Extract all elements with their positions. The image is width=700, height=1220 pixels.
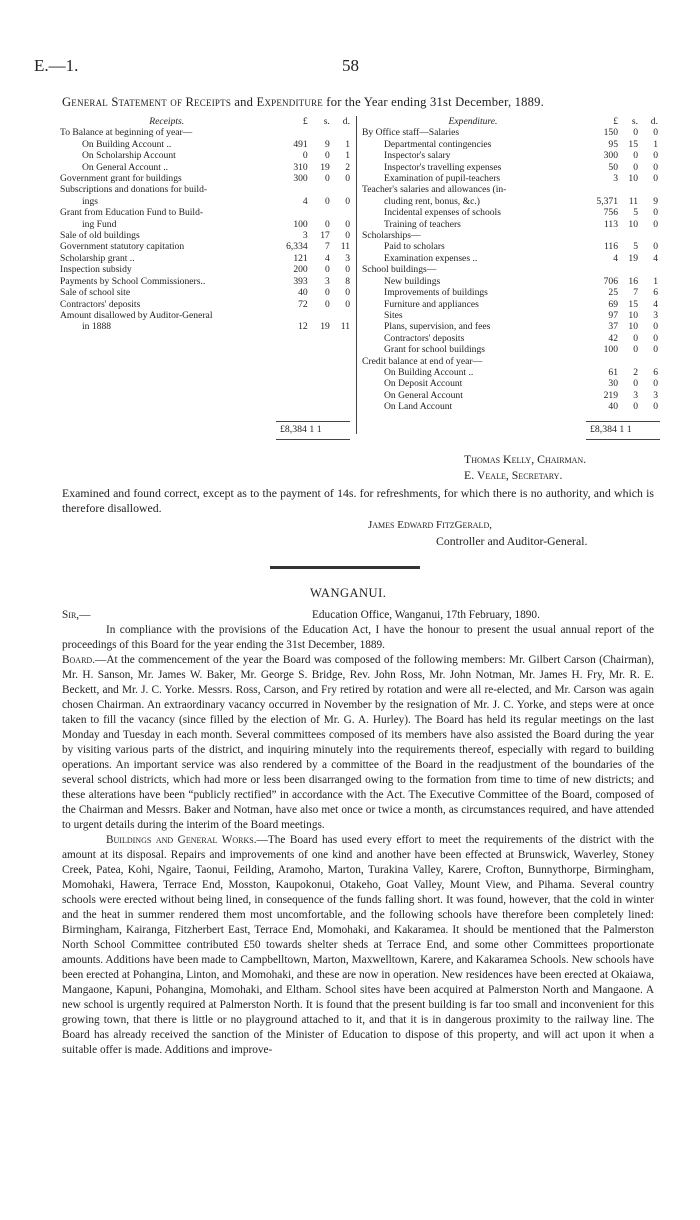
receipts-total: £8,384 1 1 bbox=[280, 424, 322, 435]
receipts-row-shillings: 0 bbox=[325, 298, 330, 310]
letter-address: Education Office, Wanganui, 17th February, 1890. bbox=[312, 609, 540, 621]
expenditure-row-pounds: 50 bbox=[608, 161, 618, 173]
receipts-row-pence: 11 bbox=[340, 321, 350, 333]
receipts-row-label: Scholarship grant .. bbox=[60, 252, 135, 264]
receipts-row-pence: 0 bbox=[345, 298, 350, 310]
expenditure-row-label: Credit balance at end of year— bbox=[362, 355, 483, 367]
expenditure-row-pence: 0 bbox=[653, 161, 658, 173]
receipts-row-pence: 0 bbox=[345, 195, 350, 207]
expenditure-row bbox=[362, 344, 658, 355]
receipts-row bbox=[60, 264, 350, 275]
expenditure-row-label: On Building Account .. bbox=[384, 366, 474, 378]
expenditure-row-pence bbox=[638, 356, 658, 367]
expenditure-row-label: School buildings— bbox=[362, 264, 437, 276]
expenditure-row-pence: 0 bbox=[653, 207, 658, 219]
receipts-row bbox=[60, 276, 350, 287]
expenditure-row-pence: 0 bbox=[653, 173, 658, 185]
expenditure-row-pence: 9 bbox=[653, 195, 658, 207]
expenditure-row-shillings bbox=[618, 264, 638, 275]
expenditure-row-label: Examination of pupil-teachers bbox=[384, 173, 501, 185]
expenditure-row-pounds: 40 bbox=[608, 401, 618, 413]
expenditure-row-shillings: 0 bbox=[633, 127, 638, 139]
expenditure-row-label: Plans, supervision, and fees bbox=[384, 321, 491, 333]
expenditure-col-pounds: £ bbox=[613, 116, 618, 127]
works-paragraph bbox=[62, 833, 654, 1058]
receipts-row-pounds: 121 bbox=[293, 252, 308, 264]
expenditure-row bbox=[362, 264, 658, 275]
receipts-row-shillings: 0 bbox=[325, 287, 330, 299]
expenditure-row bbox=[362, 127, 658, 138]
receipts-row-label: Grant from Education Fund to Build- bbox=[60, 207, 204, 219]
expenditure-row bbox=[362, 401, 658, 412]
expenditure-row-shillings bbox=[618, 230, 638, 241]
receipts-row bbox=[60, 139, 350, 150]
expenditure-row-pence: 4 bbox=[653, 252, 658, 264]
expenditure-row-pounds: 100 bbox=[603, 344, 618, 356]
receipts-row-label: On General Account .. bbox=[82, 161, 169, 173]
expenditure-row bbox=[362, 150, 658, 161]
expenditure-row-pounds bbox=[584, 264, 618, 275]
expenditure-table bbox=[362, 116, 658, 413]
receipts-row-pounds bbox=[273, 127, 307, 138]
expenditure-row bbox=[362, 367, 658, 378]
expenditure-row-pence: 4 bbox=[653, 298, 658, 310]
receipts-row-pounds: 310 bbox=[293, 161, 308, 173]
expenditure-row bbox=[362, 230, 658, 241]
receipts-row-label: Amount disallowed by Auditor-General bbox=[60, 309, 213, 321]
receipts-row-label: Inspection subsidy bbox=[60, 264, 132, 276]
expenditure-heading: Expenditure. bbox=[448, 116, 498, 127]
receipts-row-shillings: 3 bbox=[325, 275, 330, 287]
receipts-row-label: Sale of old buildings bbox=[60, 230, 140, 242]
expenditure-row-shillings: 0 bbox=[633, 161, 638, 173]
expenditure-row-pounds: 5,371 bbox=[596, 195, 618, 207]
receipts-row-pounds: 12 bbox=[298, 321, 308, 333]
expenditure-row-pence: 0 bbox=[653, 344, 658, 356]
receipts-row-pounds bbox=[273, 184, 307, 195]
expenditure-row-shillings: 5 bbox=[633, 207, 638, 219]
receipts-row-label: On Scholarship Account bbox=[82, 150, 176, 162]
receipts-row-pence: 1 bbox=[345, 150, 350, 162]
expenditure-row-pence bbox=[638, 184, 658, 195]
receipts-heading: Receipts. bbox=[149, 116, 185, 127]
expenditure-row bbox=[362, 162, 658, 173]
expenditure-row-shillings: 2 bbox=[633, 366, 638, 378]
expenditure-row-shillings: 10 bbox=[628, 321, 638, 333]
expenditure-row-shillings: 3 bbox=[633, 389, 638, 401]
board-heading: Board. bbox=[62, 654, 96, 666]
receipts-row-label: Government statutory capitation bbox=[60, 241, 185, 253]
expenditure-row-pounds: 42 bbox=[608, 332, 618, 344]
receipts-row-pounds: 491 bbox=[293, 138, 308, 150]
expenditure-row-pounds: 97 bbox=[608, 309, 618, 321]
receipts-row-shillings: 0 bbox=[325, 150, 330, 162]
expenditure-row-pence: 3 bbox=[653, 309, 658, 321]
receipts-row bbox=[60, 253, 350, 264]
expenditure-row-pence: 0 bbox=[653, 241, 658, 253]
receipts-row bbox=[60, 196, 350, 207]
title-part-1: General Statement of Receipts bbox=[62, 95, 232, 109]
receipts-row-shillings: 9 bbox=[325, 138, 330, 150]
expenditure-row-pounds: 61 bbox=[608, 366, 618, 378]
expenditure-row-shillings: 16 bbox=[628, 275, 638, 287]
expenditure-row-label: On Deposit Account bbox=[384, 378, 463, 390]
receipts-row-pounds: 3 bbox=[302, 230, 308, 242]
expenditure-row-pence: 1 bbox=[653, 275, 658, 287]
expenditure-row bbox=[362, 390, 658, 401]
expenditure-row-pence bbox=[638, 264, 658, 275]
receipts-row bbox=[60, 150, 350, 161]
expenditure-row-label: Inspector's travelling expenses bbox=[384, 161, 502, 173]
expenditure-row-label: Improvements of buildings bbox=[384, 287, 488, 299]
receipts-row-pence: 2 bbox=[345, 161, 350, 173]
expenditure-row-pounds: 25 bbox=[608, 287, 618, 299]
receipts-row-shillings: 0 bbox=[325, 195, 330, 207]
receipts-row bbox=[60, 162, 350, 173]
expenditure-row-pounds: 3 bbox=[613, 173, 618, 185]
column-divider bbox=[356, 116, 357, 434]
expenditure-row-label: By Office staff—Salaries bbox=[362, 127, 460, 139]
expenditure-row-label: Paid to scholars bbox=[384, 241, 445, 253]
receipts-row bbox=[60, 241, 350, 252]
expenditure-row-pounds bbox=[584, 184, 618, 195]
expenditure-row-pence bbox=[638, 230, 658, 241]
expenditure-row-pence: 0 bbox=[653, 401, 658, 413]
receipts-row-pence: 3 bbox=[345, 252, 350, 264]
letter-salutation-line bbox=[62, 608, 654, 623]
expenditure-row-shillings: 15 bbox=[628, 138, 638, 150]
expenditure-row-shillings: 7 bbox=[633, 287, 638, 299]
receipts-row-pounds: 300 bbox=[293, 173, 308, 185]
receipts-row-pence: 1 bbox=[345, 138, 350, 150]
expenditure-row bbox=[362, 333, 658, 344]
receipts-row-pounds: 72 bbox=[298, 298, 308, 310]
receipts-row-pence bbox=[330, 207, 350, 218]
receipts-row bbox=[60, 173, 350, 184]
receipts-row-shillings: 0 bbox=[325, 218, 330, 230]
expenditure-total-rule-bottom bbox=[586, 439, 660, 440]
expenditure-row-pence: 0 bbox=[653, 378, 658, 390]
expenditure-row bbox=[362, 378, 658, 389]
expenditure-row bbox=[362, 253, 658, 264]
salutation: Sir,— bbox=[62, 609, 91, 621]
expenditure-row-pence: 3 bbox=[653, 389, 658, 401]
receipts-row-shillings: 0 bbox=[325, 264, 330, 276]
receipts-row-pence: 8 bbox=[345, 275, 350, 287]
expenditure-row-label: Furniture and appliances bbox=[384, 298, 479, 310]
receipts-row-label: To Balance at beginning of year— bbox=[60, 127, 193, 139]
receipts-col-pence: d. bbox=[342, 116, 350, 127]
expenditure-row-label: Teacher's salaries and allowances (in- bbox=[362, 184, 507, 196]
receipts-table bbox=[60, 116, 350, 333]
expenditure-row-shillings: 10 bbox=[628, 218, 638, 230]
works-heading: Buildings and General Works. bbox=[106, 834, 257, 846]
receipts-row-shillings: 19 bbox=[320, 321, 330, 333]
receipts-row-label: in 1888 bbox=[82, 321, 112, 333]
expenditure-row-shillings: 15 bbox=[628, 298, 638, 310]
expenditure-row bbox=[362, 173, 658, 184]
expenditure-total-rule-top bbox=[586, 421, 660, 422]
board-text: —At the commencement of the year the Board was composed of the following members: Mr. Gilbert Carson (Chairman), Mr. H. Sanson, Mr. James W. Baker, Mr. George S. Bridge, Rev. John Ross, Mr. John Notman, Mr. James H. Fry, Mr. R. E. Beckett, and Mr. J. C. Yorke. Messrs. Ross, Carson, and Fry retired by rotation and were all re-elected, and Mr. Carson was again chosen Chairman. An extraordinary vacancy occurred in November by the resignation of Mr. J. C. Yorke, and steps were at once taken to fill the vacancy (since filled by the election of Mr. G. A. Hurley). The Board has held its regular meetings on the last Monday and Tuesday in each month. Several committees composed of its members have also assisted the Board during the year by visiting various parts of the district, and inquiring minutely into the requirements thereof, especially with regard to building operations. An important service was also rendered by a committee of the Board in the readjustment of the boundaries of the several school districts, which had more or less been disarranged owing to the formation from time to time of new districts; and these alterations have been “publicly rectified” in accordance with the Act. The Executive Committee of the Board, composed of the Chairman and Messrs. Baker and Notman, have also met once or twice a month, as circumstances required, and have attended to urgent details during the interim of the Board meetings. bbox=[62, 654, 654, 831]
expenditure-row-pence: 0 bbox=[653, 332, 658, 344]
expenditure-row-label: Incidental expenses of schools bbox=[384, 207, 501, 219]
expenditure-row bbox=[362, 184, 658, 195]
receipts-row-pence: 0 bbox=[345, 218, 350, 230]
expenditure-row-shillings bbox=[618, 356, 638, 367]
receipts-row-shillings bbox=[308, 310, 330, 321]
receipts-row-pounds: 100 bbox=[293, 218, 308, 230]
receipts-row-shillings: 4 bbox=[325, 252, 330, 264]
expenditure-row-pounds bbox=[584, 356, 618, 367]
expenditure-row-pounds: 69 bbox=[608, 298, 618, 310]
expenditure-row-pence: 0 bbox=[653, 218, 658, 230]
expenditure-row-shillings: 19 bbox=[628, 252, 638, 264]
expenditure-row bbox=[362, 356, 658, 367]
receipts-row-pounds: 6,334 bbox=[286, 241, 308, 253]
expenditure-row-label: cluding rent, bonus, &c.) bbox=[384, 195, 480, 207]
receipts-row-shillings: 19 bbox=[320, 161, 330, 173]
expenditure-row-pounds: 300 bbox=[603, 150, 618, 162]
expenditure-row bbox=[362, 287, 658, 298]
auditor-title: Controller and Auditor-General. bbox=[436, 534, 588, 548]
receipts-row-pounds: 200 bbox=[293, 264, 308, 276]
expenditure-row-shillings: 10 bbox=[628, 309, 638, 321]
receipts-row-pounds: 393 bbox=[293, 275, 308, 287]
expenditure-row-pence: 0 bbox=[653, 150, 658, 162]
receipts-row-pounds: 0 bbox=[302, 150, 308, 162]
receipts-total-rule-top bbox=[276, 421, 350, 422]
receipts-row-label: Subscriptions and donations for build- bbox=[60, 184, 208, 196]
receipts-row-label: ing Fund bbox=[82, 218, 117, 230]
receipts-row bbox=[60, 127, 350, 138]
expenditure-row-label: Training of teachers bbox=[384, 218, 461, 230]
receipts-row-pounds bbox=[273, 310, 307, 321]
expenditure-row-shillings: 0 bbox=[633, 332, 638, 344]
receipts-total-rule-bottom bbox=[276, 439, 350, 440]
expenditure-row-pounds: 113 bbox=[603, 218, 618, 230]
receipts-row-pence: 0 bbox=[345, 230, 350, 242]
receipts-row-label: ings bbox=[82, 195, 98, 207]
board-paragraph bbox=[62, 653, 654, 833]
receipts-row-shillings: 17 bbox=[320, 230, 330, 242]
expenditure-row-pounds: 706 bbox=[603, 275, 618, 287]
expenditure-row-pence: 0 bbox=[653, 127, 658, 139]
receipts-row-pounds: 40 bbox=[298, 287, 308, 299]
signature-chairman: Thomas Kelly, Chairman. bbox=[464, 452, 587, 466]
expenditure-row-pence: 0 bbox=[653, 321, 658, 333]
expenditure-row-shillings: 0 bbox=[633, 150, 638, 162]
expenditure-row-pence: 6 bbox=[653, 366, 658, 378]
receipts-row bbox=[60, 184, 350, 195]
expenditure-row-pounds bbox=[584, 230, 618, 241]
receipts-row bbox=[60, 299, 350, 310]
expenditure-row-label: On Land Account bbox=[384, 401, 453, 413]
section-title: WANGANUI. bbox=[310, 586, 387, 600]
expenditure-row-shillings: 0 bbox=[633, 401, 638, 413]
receipts-col-pounds: £ bbox=[302, 116, 308, 127]
signature-secretary: E. Veale, Secretary. bbox=[464, 468, 563, 482]
intro-paragraph: In compliance with the provisions of the Education Act, I have the honour to present the usual annual report of the proceedings of this Board for the year ending the 31st December, 1889. bbox=[62, 624, 654, 651]
expenditure-row bbox=[362, 299, 658, 310]
receipts-row-pence: 0 bbox=[345, 287, 350, 299]
receipts-row bbox=[60, 310, 350, 321]
expenditure-row-label: Contractors' deposits bbox=[384, 332, 465, 344]
expenditure-row bbox=[362, 139, 658, 150]
expenditure-row-label: Sites bbox=[384, 309, 403, 321]
expenditure-row-label: Grant for school buildings bbox=[384, 344, 485, 356]
receipts-row-pence bbox=[330, 310, 350, 321]
expenditure-row-label: Inspector's salary bbox=[384, 150, 451, 162]
expenditure-row-shillings: 0 bbox=[633, 378, 638, 390]
receipts-row-label: Sale of school site bbox=[60, 287, 131, 299]
receipts-row-pence: 0 bbox=[345, 264, 350, 276]
title-and: and bbox=[234, 95, 254, 109]
expenditure-row-shillings: 5 bbox=[633, 241, 638, 253]
expenditure-row bbox=[362, 241, 658, 252]
expenditure-row-pounds: 219 bbox=[603, 389, 618, 401]
expenditure-col-pence: d. bbox=[650, 116, 658, 127]
title-rest: for the Year ending 31st December, 1889. bbox=[326, 95, 544, 109]
receipts-row-label: Contractors' deposits bbox=[60, 298, 141, 310]
expenditure-row-pounds: 30 bbox=[608, 378, 618, 390]
expenditure-row-pounds: 95 bbox=[608, 138, 618, 150]
expenditure-row-shillings: 0 bbox=[633, 344, 638, 356]
expenditure-row-pence: 1 bbox=[653, 138, 658, 150]
expenditure-row bbox=[362, 207, 658, 218]
expenditure-row-label: New buildings bbox=[384, 275, 441, 287]
expenditure-row bbox=[362, 219, 658, 230]
expenditure-row-pence: 6 bbox=[653, 287, 658, 299]
receipts-row-label: On Building Account .. bbox=[82, 138, 172, 150]
expenditure-row-label: Departmental contingencies bbox=[384, 138, 492, 150]
receipts-row-pence bbox=[330, 184, 350, 195]
expenditure-total: £8,384 1 1 bbox=[590, 424, 632, 435]
expenditure-row-shillings: 10 bbox=[628, 173, 638, 185]
receipts-row bbox=[60, 287, 350, 298]
expenditure-row-pounds: 116 bbox=[603, 241, 618, 253]
expenditure-row-pounds: 150 bbox=[603, 127, 618, 139]
auditor-name: James Edward FitzGerald, bbox=[368, 519, 492, 531]
receipts-row-pence: 11 bbox=[340, 241, 350, 253]
receipts-row bbox=[60, 207, 350, 218]
page-header-ref: E.—1. bbox=[34, 56, 79, 75]
receipts-col-shillings: s. bbox=[323, 116, 330, 127]
receipts-row bbox=[60, 219, 350, 230]
expenditure-row bbox=[362, 196, 658, 207]
expenditure-row-pounds: 756 bbox=[603, 207, 618, 219]
receipts-row-shillings bbox=[308, 127, 330, 138]
page-number: 58 bbox=[342, 56, 359, 75]
expenditure-row-shillings: 11 bbox=[628, 195, 638, 207]
expenditure-row-pounds: 37 bbox=[608, 321, 618, 333]
receipts-row-shillings bbox=[308, 207, 330, 218]
receipts-row-shillings: 0 bbox=[325, 173, 330, 185]
receipts-row-pounds bbox=[273, 207, 307, 218]
expenditure-row bbox=[362, 276, 658, 287]
expenditure-row bbox=[362, 321, 658, 332]
works-text: —The Board has used every effort to meet the requirements of the district with the amount at its disposal. Repairs and improvements of one kind and another have been effected at Brunswick, Waverley, Stoney Creek, Patea, Kohi, Ngaire, Taonui, Feilding, Aramoho, Marton, Turakina Valley, Karere, Crofton, Bunnythorpe, Birmingham, Momohaki, Hawera, Terrace End, Mosston, Kaupokonui, Otakeho, Goat Valley, Mount View, and Pihama. Several country schools were erected without being lined, in consequence of the funds falling short. It was found, however, that the cold in winter and the heat in summer rendered them most uncomfortable, and the following schools have therefore been completely lined: Birmingham, Kairanga, Fitzherbert East, Terrace End, Momohaki, and Kakaramea. It should be mentioned that the Palmerston North School Committee contributed £50 towards shelter sheds at Terrace End, and some other Committees proportionate amounts. Additions have been made to Campbelltown, Marton, Maxwelltown, Karere, and Kakaramea Schools. New schools have been erected at Pohangina, Linton, and Momohaki, and these are now in operation. New residences have been erected at Okaiawa, Mangaone, Kapuni, Pohangina, Momohaki, and Eltham. School sites have been acquired at Palmerston North and Mangaone. A new school is urgently required at Palmerston North. It is found that the present building is far too small and inconvenient for this growing town, that there is little or no playground attached to it, and that it is in dangerous proximity to the railway line. The Board has already received the sanction of the Minister of Education to dispose of this property, and will act upon it when a suitable offer is made. Additions and improve- bbox=[62, 834, 654, 1056]
receipts-row-pence bbox=[330, 127, 350, 138]
expenditure-row-label: On General Account bbox=[384, 389, 463, 401]
section-divider bbox=[270, 566, 420, 569]
audit-note: Examined and found correct, except as to the payment of 14s. for refreshments, for which there is no authority, and which is therefore disallowed. bbox=[62, 486, 654, 515]
expenditure-row-label: Examination expenses .. bbox=[384, 252, 478, 264]
receipts-row bbox=[60, 321, 350, 332]
receipts-row-shillings bbox=[308, 184, 330, 195]
statement-title bbox=[62, 95, 682, 110]
receipts-row-pounds: 4 bbox=[302, 195, 308, 207]
receipts-row-label: Payments by School Commissioners.. bbox=[60, 275, 206, 287]
expenditure-row bbox=[362, 310, 658, 321]
receipts-row-shillings: 7 bbox=[325, 241, 330, 253]
expenditure-row-shillings bbox=[618, 184, 638, 195]
title-part-2: Expenditure bbox=[256, 95, 323, 109]
receipts-row bbox=[60, 230, 350, 241]
receipts-row-pence: 0 bbox=[345, 173, 350, 185]
expenditure-col-shillings: s. bbox=[631, 116, 638, 127]
expenditure-row-pounds: 4 bbox=[613, 252, 618, 264]
receipts-row-label: Government grant for buildings bbox=[60, 173, 182, 185]
expenditure-row-label: Scholarships— bbox=[362, 230, 421, 242]
letter-body bbox=[62, 623, 654, 1058]
